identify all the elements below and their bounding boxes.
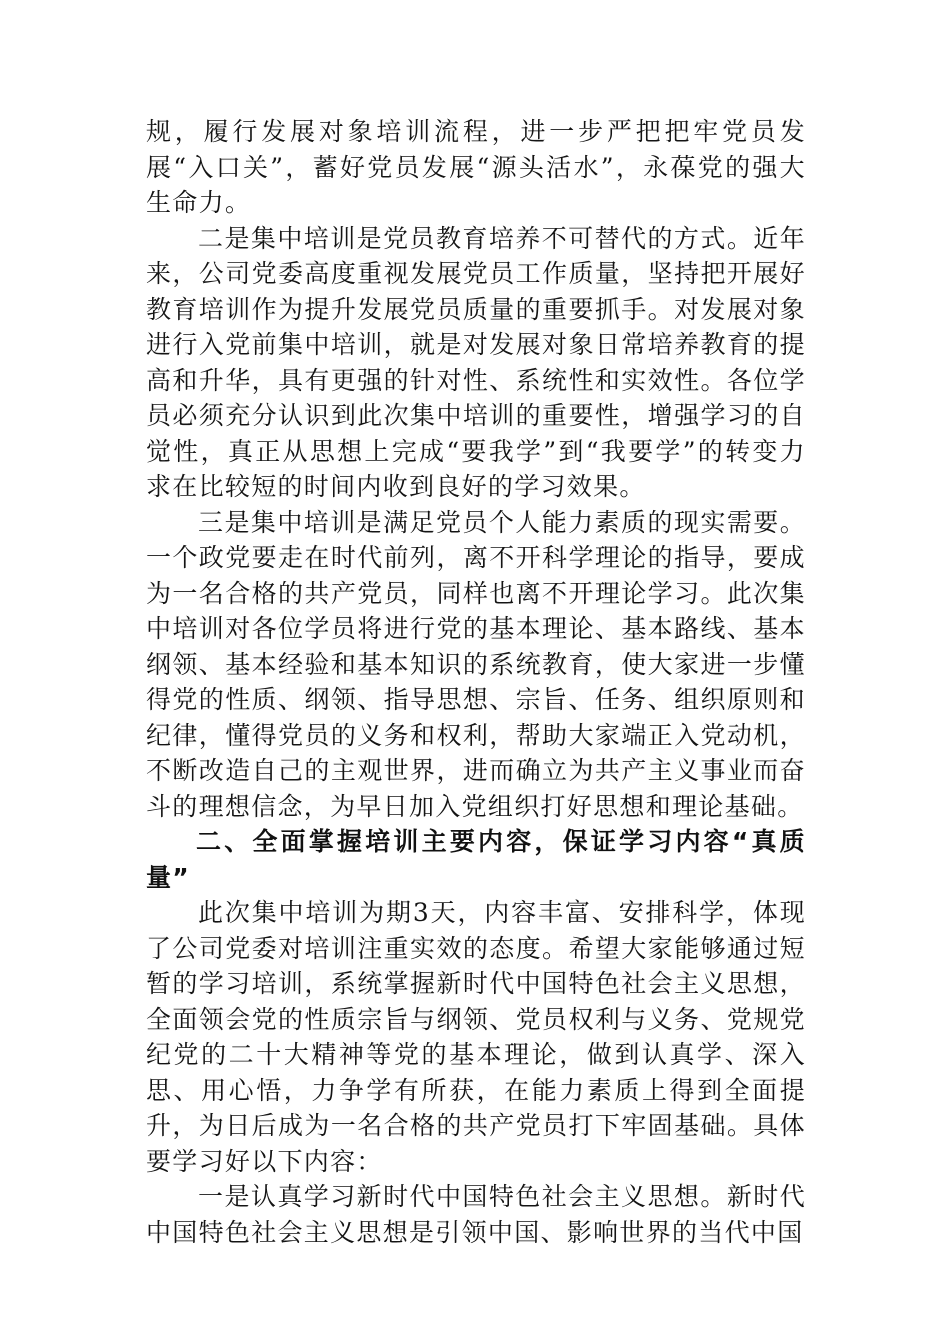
paragraph-third-point: 三是集中培训是满足党员个人能力素质的现实需要。一个政党要走在时代前列，离不开科学理论的指导，要成为一名合格的共产党员，同样也离不开理论学习。此次集中培训对各位学员将进行党的基本理论、基本路线、基本纲领、基本经验和基本知识的系统教育，使大家进一步懂得党的性质、纲领、指导思想、宗旨、任务、组织原则和纪律，懂得党员的义务和权利，帮助大家端正入党动机，不断改造自己的主观世界，进而确立为共产主义事业而奋斗的理想信念，为早日加入党组织打好思想和理论基础。 (146, 507, 806, 821)
paragraph-training-overview: 此次集中培训为期3天，内容丰富、安排科学，体现了公司党委对培训注重实效的态度。希望大家能够通过短暂的学习培训，系统掌握新时代中国特色社会主义思想，全面领会党的性质宗旨与纲领、党员权利与义务、党规党纪党的二十大精神等党的基本理论，做到认真学、深入思、用心悟，力争学有所获，在能力素质上得到全面提升，为日后成为一名合格的共产党员打下牢固基础。具体要学习好以下内容： (146, 898, 806, 1176)
document-body (146, 114, 806, 1250)
paragraph-continuation: 规，履行发展对象培训流程，进一步严把把牢党员发展“入口关”，蓄好党员发展“源头活水”，永葆党的强大生命力。 (146, 117, 806, 217)
section-heading: 二、全面掌握培训主要内容，保证学习内容“真质量” (146, 827, 806, 892)
paragraph-first-content: 一是认真学习新时代中国特色社会主义思想。新时代中国特色社会主义思想是引领中国、影响世界的当代中国 (146, 1182, 806, 1247)
paragraph-second-point: 二是集中培训是党员教育培养不可替代的方式。近年来，公司党委高度重视发展党员工作质量，坚持把开展好教育培训作为提升发展党员质量的重要抓手。对发展对象进行入党前集中培训，就是对发展对象日常培养教育的提高和升华，具有更强的针对性、系统性和实效性。各位学员必须充分认识到此次集中培训的重要性，增强学习的自觉性，真正从思想上完成“要我学”到“我要学”的转变力求在比较短的时间内收到良好的学习效果。 (146, 223, 806, 501)
